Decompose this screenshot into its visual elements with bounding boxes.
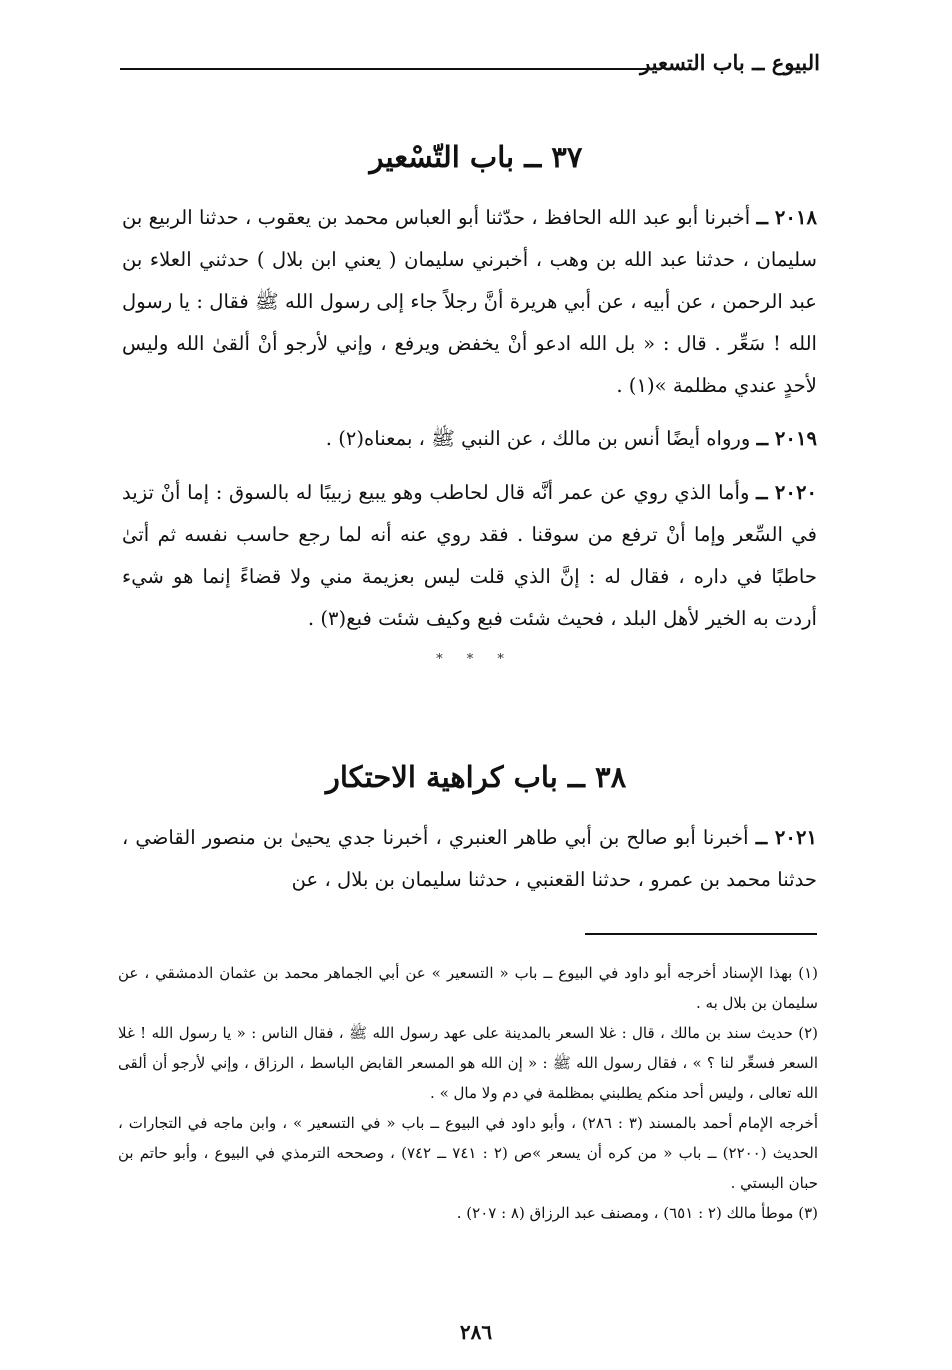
section-separator: * * * bbox=[436, 652, 514, 667]
hadith-2018 bbox=[122, 197, 817, 407]
running-head bbox=[120, 50, 820, 90]
chapter-37-title: ٣٧ ــ باب التّسْعير bbox=[369, 140, 583, 174]
hadith-2021 bbox=[122, 817, 817, 901]
hadith-2020 bbox=[122, 472, 817, 640]
footnote-3: (٣) موطأ مالك (٢ : ٦٥١) ، ومصنف عبد الرزاق (٨ : ٢٠٧) . bbox=[456, 1204, 818, 1222]
hadith-number: ٢٠٢١ ــ bbox=[755, 826, 817, 849]
hadith-text: أخبرنا أبو عبد الله الحافظ ، حدّثنا أبو العباس محمد بن يعقوب ، حدثنا الربيع بن سليمان ، حدثنا عبد الله بن وهب ، أخبرني سليمان ( يعني ابن بلال ) حدثني العلاء بن عبد الرحمن ، عن أبيه ، عن أبي هريرة أنَّ رجلاً جاء إلى رسول الله ﷺ فقال : يا رسول الله ! سَعِّر . قال : « بل الله ادعو أنْ يخفض ويرفع ، وإني لأرجو أنْ ألقىٰ الله وليس لأحدٍ عندي مظلمة »(١) . bbox=[122, 206, 817, 397]
hadith-number: ٢٠٢٠ ــ bbox=[756, 481, 817, 504]
footnote-1: (١) بهذا الإسناد أخرجه أبو داود في البيوع ــ باب « التسعير » عن أبي الجماهر محمد بن عثمان الدمشقي ، عن سليمان بن بلال به . bbox=[118, 964, 818, 1012]
footnote-2: (٢) حديث سند بن مالك ، قال : غلا السعر بالمدينة على عهد رسول الله ﷺ ، فقال الناس : « يا رسول الله ! غلا السعر فسعِّر لنا ؟ » ، فقال رسول الله ﷺ : « إن الله هو المسعر القابض الباسط ، الرزاق ، وإني لأرجو أن ألقى الله تعالى ، وليس أحد منكم يطلبني بمظلمة في دم ولا مال » . bbox=[118, 1024, 818, 1102]
hadith-text: أخبرنا أبو صالح بن أبي طاهر العنبري ، أخبرنا جدي يحيىٰ بن منصور القاضي ، حدثنا محمد بن عمرو ، حدثنا القعنبي ، حدثنا سليمان بن بلال ، عن bbox=[122, 826, 817, 891]
running-head-rule bbox=[120, 68, 650, 70]
footnote-rule bbox=[585, 933, 817, 935]
footnotes bbox=[118, 958, 818, 1228]
hadith-number: ٢٠١٩ ــ bbox=[756, 427, 817, 450]
hadith-text: وأما الذي روي عن عمر أنَّه قال لحاطب وهو يبيع زبيبًا له بالسوق : إما أنْ تزيد في السِّعر وإما أنْ ترفع من سوقنا . فقد روي عنه أنه لما رجع حاسب نفسه ثم أتىٰ حاطبًا في داره ، فقال له : إنَّ الذي قلت ليس بعزيمة مني ولا قضاءً إنما هو شيء أردت به الخير لأهل البلد ، فحيث شئت فبع وكيف شئت فبع(٣) . bbox=[122, 481, 817, 630]
footnote-2-continued: أخرجه الإمام أحمد بالمسند (٣ : ٢٨٦) ، وأبو داود في البيوع ــ باب « في التسعير » ، وابن ماجه في التجارات ، الحديث (٢٢٠٠) ــ باب « من كره أن يسعر »ص (٢ : ٧٤١ ــ ٧٤٢) ، وصححه الترمذي في البيوع ، وأبو حاتم بن حبان البستي . bbox=[118, 1114, 818, 1192]
hadith-2019 bbox=[122, 418, 817, 460]
running-head-title: البيوع ــ باب التسعير bbox=[640, 50, 820, 75]
chapter-38-title: ٣٨ ــ باب كراهية الاحتكار bbox=[325, 760, 627, 794]
hadith-text: ورواه أيضًا أنس بن مالك ، عن النبي ﷺ ، بمعناه(٢) . bbox=[325, 427, 751, 450]
page-number: ٢٨٦ bbox=[459, 1320, 493, 1344]
hadith-number: ٢٠١٨ ــ bbox=[756, 206, 817, 229]
